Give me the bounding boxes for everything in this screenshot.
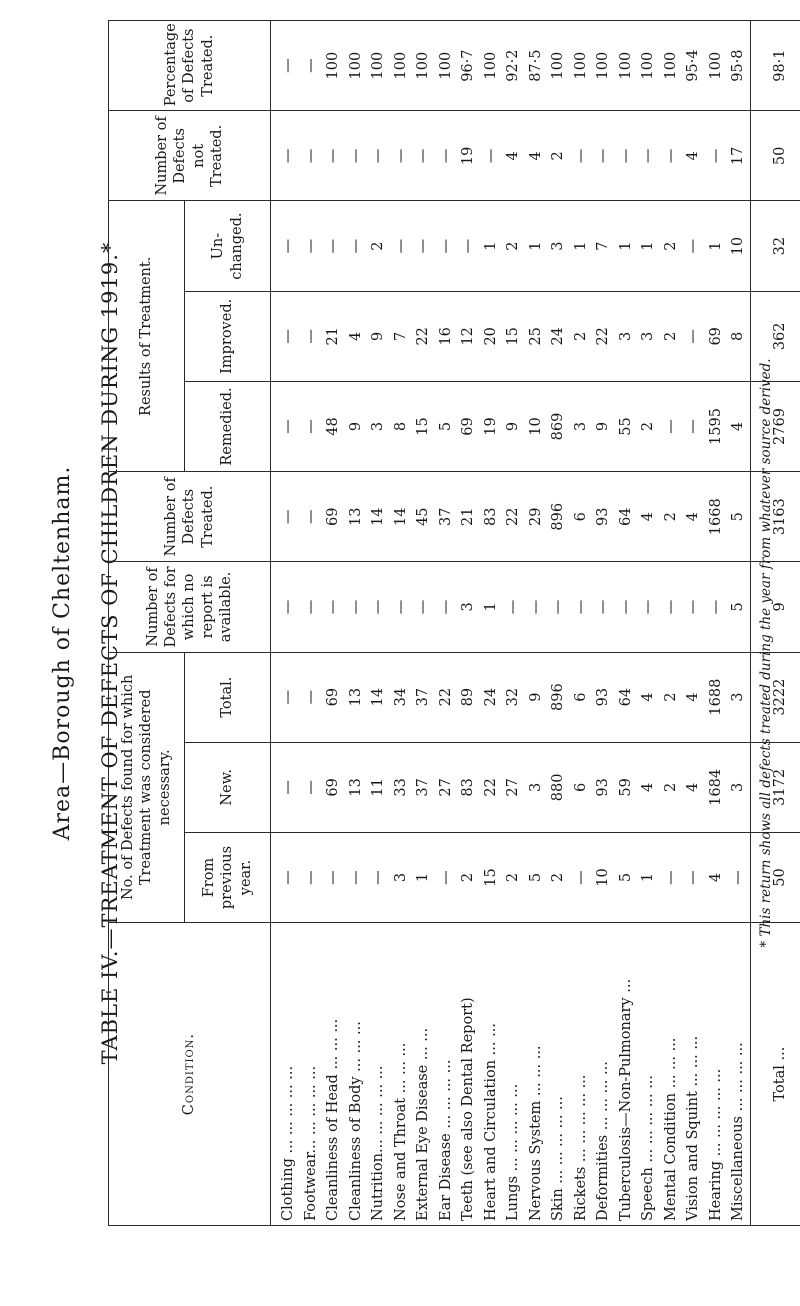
condition-value: Vision and Squint ... ... ... [685,1035,701,1221]
total-total: 3222 [750,652,800,742]
from-previous-value: — [302,870,319,885]
total-row-label: Total ... [750,923,800,1226]
not-treated-value: 4 [505,151,521,161]
new-value: 33 [392,778,409,797]
total-value: 1688 [707,678,724,716]
not-treated-value: — [595,148,611,164]
treated-value: 5 [730,512,746,522]
improved-value: 7 [392,331,409,341]
improved-value: 8 [730,331,746,341]
not-treated-value: — [617,148,634,164]
unchanged-value: — [392,238,409,254]
no-report-value: 3 [460,602,476,612]
treated-value: 1668 [707,498,724,536]
unchanged-value: — [415,238,431,254]
unchanged-value: — [460,238,476,254]
percentage-list [277,25,750,106]
unchanged-value: 1 [527,241,544,251]
new-value: 6 [572,782,589,792]
new-value: 880 [550,773,566,802]
not-treated-value: 2 [550,151,566,161]
new-value: 37 [415,778,431,797]
total-value: — [280,689,296,705]
condition-value: Nutrition... ... ... ... ... [370,1065,386,1221]
improved-value: 22 [595,327,611,346]
treated-value: 21 [460,507,476,526]
from-previous-header: From previous year. [185,832,271,922]
not-treated-value: 19 [460,146,476,166]
improved-value: 2 [572,331,589,341]
not-treated-value: — [572,148,589,164]
total-improved: 362 [750,291,800,381]
results-header: Results of Treatment. [109,201,185,472]
condition-value: Nose and Throat ... ... ... [392,1042,409,1221]
total-value: 896 [550,683,566,711]
no-report-value: — [302,599,319,615]
unchanged-value: 1 [640,241,656,251]
improved-value: 24 [550,327,566,346]
not-treated-value: — [302,148,319,164]
remedied-value: 15 [415,417,431,436]
total-value: 14 [370,687,386,707]
total-from-previous: 50 [750,832,800,922]
no-report-value: — [415,599,431,615]
improved-value: 4 [347,331,364,341]
no-report-value: — [640,599,656,615]
treated-value: 29 [527,507,544,526]
not-treated-value: — [280,148,296,164]
total-remedied: 2769 [750,381,800,471]
no-report-value: — [280,599,296,615]
total-value: 13 [347,687,364,707]
percentage-value: 95·4 [685,49,701,82]
total-list [277,657,750,738]
remedied-value: 1595 [707,408,724,445]
condition-value: Nervous System ... ... ... [527,1045,544,1221]
remedied-value: 9 [595,421,611,432]
no-report-value: — [685,599,701,615]
percentage-value: 96·7 [460,49,476,82]
unchanged-value: 3 [550,241,566,251]
total-value: 37 [415,687,431,707]
no-report-value: — [392,599,409,615]
percentage-value: 100 [640,51,656,80]
condition-cell [271,923,751,1226]
new-value: 93 [595,778,611,797]
unchanged-value: 1 [482,241,499,251]
condition-value: Deformities ... ... ... ... [595,1061,611,1221]
from-previous-value: 2 [505,872,521,883]
from-previous-value: — [370,870,386,885]
treated-value: 22 [505,507,521,526]
improved-value: — [302,329,319,344]
table-body-row [271,21,751,1226]
condition-value: External Eye Disease ... ... [415,1027,431,1221]
no-report-header: Number of Defects for which no report is available. [109,562,271,652]
not-treated-value: — [482,148,499,164]
new-value: — [302,780,319,795]
remedied-value: 69 [460,417,476,436]
remedied-value: 869 [550,412,566,441]
condition-header: Condition. [109,923,271,1226]
unchanged-value: 1 [572,241,589,251]
percentage-value: 92·2 [505,49,521,82]
not-treated-value: — [707,148,724,164]
unchanged-value: 10 [730,236,746,256]
new-value: 13 [347,778,364,797]
treated-value: 93 [595,507,611,526]
treated-value: 6 [572,512,589,522]
improved-value: 15 [505,327,521,346]
new-value: 1684 [707,768,724,806]
percentage-value: 100 [325,51,341,80]
not-treated-value: 4 [527,151,544,161]
unchanged-value: — [325,238,341,254]
new-value: 69 [325,778,341,797]
not-treated-cell [271,111,751,201]
new-value: 4 [685,782,701,792]
remedied-value: 9 [347,421,364,432]
no-report-value: — [707,599,724,615]
no-report-value: — [347,599,364,615]
unchanged-value: 1 [617,241,634,251]
not-treated-value: — [415,148,431,164]
remedied-header: Remedied. [185,381,271,471]
no-report-value: — [572,599,589,615]
condition-value: Cleanliness of Body ... ... ... [347,1021,364,1221]
total-value: 9 [527,692,544,702]
table-title: TABLE IV.—TREATMENT OF DEFECTS OF CHILDREN DURING 1919.* [98,241,122,1065]
from-previous-value: 10 [595,868,611,887]
new-cell [271,742,751,832]
improved-value: 2 [662,331,679,341]
improved-value: 25 [527,327,544,346]
no-report-cell [271,562,751,652]
total-value: — [302,689,319,705]
from-previous-value: 5 [617,872,634,883]
improved-value: 69 [707,327,724,346]
unchanged-value: — [280,238,296,254]
remedied-value: — [685,419,701,434]
total-percentage: 98·1 [750,21,800,111]
improved-value: 9 [370,331,386,341]
remedied-value: 3 [370,421,386,432]
new-value: 59 [617,778,634,797]
percentage-value: 100 [572,51,589,80]
treated-value: 2 [662,512,679,522]
percentage-value: 87·5 [527,49,544,82]
from-previous-value: — [662,870,679,885]
condition-value: Teeth (see also Dental Report) [460,997,476,1221]
from-previous-value: 5 [527,872,544,883]
remedied-value: 9 [505,421,521,432]
total-treated: 3163 [750,472,800,562]
unchanged-list [277,205,750,286]
unchanged-value: — [685,238,701,254]
total-value: 2 [662,692,679,702]
total-value: 32 [505,687,521,707]
treated-value: 64 [617,507,634,526]
total-value: 22 [437,687,454,707]
no-report-list [277,566,750,647]
treated-value: — [280,509,296,524]
no-report-value: — [662,599,679,615]
treated-value: 37 [437,507,454,526]
from-previous-value: 4 [707,872,724,883]
improved-header: Improved. [185,291,271,381]
percentage-value: 100 [662,51,679,80]
no-report-value: — [550,599,566,615]
area-line: Area—Borough of Cheltenham. [50,465,75,841]
improved-value: 3 [617,331,634,341]
total-value: 6 [572,692,589,702]
unchanged-value: 2 [505,241,521,251]
condition-value: Rickets ... ... ... ... ... [572,1074,589,1221]
total-value: 64 [617,687,634,707]
remedied-value: 4 [730,421,746,432]
treated-header: Number of Defects Treated. [109,472,271,562]
total-new: 3172 [750,742,800,832]
total-no-report: 9 [750,562,800,652]
unchanged-value: 7 [595,241,611,251]
improved-value: — [280,329,296,344]
treated-cell [271,472,751,562]
percentage-value: 100 [437,51,454,80]
defects-found-header: No. of Defects found for which Treatment was considered necessary. [109,652,185,923]
not-treated-list [277,115,750,196]
new-value: 27 [437,778,454,797]
from-previous-value: — [572,870,589,885]
no-report-value: — [527,599,544,615]
from-previous-value: 15 [482,868,499,887]
remedied-value: 8 [392,421,409,432]
no-report-value: — [437,599,454,615]
no-report-value: — [325,599,341,615]
condition-value: Miscellaneous ... ... ... ... [730,1042,746,1221]
remedied-value: — [662,419,679,434]
from-previous-value: 3 [392,872,409,883]
no-report-value: 1 [482,602,499,612]
treated-value: 45 [415,507,431,526]
improved-value: 20 [482,327,499,346]
not-treated-value: — [325,148,341,164]
from-previous-value: — [347,870,364,885]
footnote-wrapper [748,0,788,1306]
new-value: 3 [527,782,544,792]
total-not-treated: 50 [750,111,800,201]
total-unchanged: 32 [750,201,800,291]
total-value: 4 [640,692,656,702]
no-report-value: — [370,599,386,615]
new-value: 3 [730,782,746,792]
treated-value: 4 [685,512,701,522]
from-previous-value: 2 [550,872,566,883]
from-previous-value: — [685,870,701,885]
remedied-value: 19 [482,417,499,436]
from-previous-value: 1 [415,872,431,883]
not-treated-value: 4 [685,151,701,161]
new-header: New. [185,742,271,832]
unchanged-header: Un-changed. [185,201,271,291]
new-value: — [280,780,296,795]
new-value: 27 [505,778,521,797]
percentage-value: 100 [392,51,409,80]
treated-value: 69 [325,507,341,526]
percentage-value: 100 [707,51,724,80]
percentage-value: 95·8 [730,49,746,82]
unchanged-value: 1 [707,241,724,251]
improved-value: 16 [437,327,454,346]
total-value: 24 [482,687,499,707]
total-value: 4 [685,692,701,702]
footnote: * This return shows all defects treated during the year from whatever source derived. [758,358,774,948]
remedied-cell [271,381,751,471]
treated-value: 14 [392,507,409,526]
not-treated-value: — [640,148,656,164]
unchanged-cell [271,201,751,291]
no-report-value: — [505,599,521,615]
no-report-value: 5 [730,602,746,612]
total-value: 93 [595,687,611,707]
improved-value: 12 [460,327,476,346]
unchanged-value: — [437,238,454,254]
remedied-value: 2 [640,421,656,432]
condition-value: Lungs ... ... ... ... ... [505,1083,521,1221]
unchanged-value: — [302,238,319,254]
percentage-value: 100 [595,51,611,80]
treated-value: 896 [550,502,566,531]
treated-value: 14 [370,507,386,526]
from-previous-value: — [437,870,454,885]
total-header: Total. [185,652,271,742]
treated-value: — [302,509,319,524]
improved-cell [271,291,751,381]
remedied-value: 3 [572,421,589,432]
improved-list [277,296,750,377]
improved-value: 22 [415,327,431,346]
not-treated-value: — [370,148,386,164]
condition-value: Skin ... ... ... ... ... [550,1096,566,1221]
condition-value: Ear Disease ... ... ... ... [437,1059,454,1221]
percentage-value: 100 [347,51,364,80]
total-value: 3 [730,692,746,702]
improved-value: 3 [640,331,656,341]
condition-value: Cleanliness of Head ... ... ... [325,1018,341,1221]
percentage-value: 100 [482,51,499,80]
new-value: 2 [662,782,679,792]
not-treated-value: — [662,148,679,164]
percentage-value: 100 [617,51,634,80]
total-value: 69 [325,687,341,707]
condition-value: Clothing ... ... ... ... ... [280,1065,296,1221]
percentage-value: 100 [415,51,431,80]
remedied-value: — [280,419,296,434]
not-treated-value: 17 [730,146,746,166]
not-treated-value: — [347,148,364,164]
condition-value: Heart and Circulation ... ... [482,1023,499,1221]
percentage-value: 100 [550,51,566,80]
from-previous-list [277,837,750,918]
percentage-value: — [280,58,296,73]
condition-value: Tuberculosis—Non-Pulmonary ... [617,978,634,1221]
unchanged-value: 2 [370,241,386,251]
remedied-value: — [302,419,319,434]
treated-value: 83 [482,507,499,526]
remedied-value: 5 [437,421,454,432]
new-value: 11 [370,778,386,797]
new-value: 22 [482,778,499,797]
from-previous-value: — [325,870,341,885]
condition-value: Footwear... ... ... ... ... [302,1065,319,1221]
from-previous-value: — [730,870,746,885]
condition-value: Hearing ... ... ... ... ... [707,1068,724,1221]
no-report-value: — [595,599,611,615]
remedied-list [277,386,750,467]
condition-value: Speech ... ... ... ... ... [640,1074,656,1221]
new-value: 83 [460,778,476,797]
condition-list [277,927,750,1221]
percentage-value: — [302,58,319,73]
percentage-cell [271,21,751,111]
remedied-value: 10 [527,417,544,436]
total-cell [271,652,751,742]
remedied-value: 48 [325,417,341,436]
unchanged-value: 2 [662,241,679,251]
treated-list [277,476,750,557]
treated-value: 13 [347,507,364,526]
from-previous-cell [271,832,751,922]
treated-value: 4 [640,512,656,522]
from-previous-value: — [280,870,296,885]
treatment-table [108,20,800,1226]
no-report-value: — [617,599,634,615]
not-treated-value: — [392,148,409,164]
percentage-header: Percentage of Defects Treated. [109,21,271,111]
total-value: 34 [392,687,409,707]
percentage-value: 100 [370,51,386,80]
from-previous-value: 1 [640,872,656,883]
improved-value: — [685,329,701,344]
new-value: 4 [640,782,656,792]
condition-value: Mental Condition ... ... ... [662,1037,679,1221]
unchanged-value: — [347,238,364,254]
from-previous-value: 2 [460,872,476,883]
new-list [277,747,750,828]
not-treated-value: — [437,148,454,164]
improved-value: 21 [325,327,341,346]
not-treated-header: Number of Defects not Treated. [109,111,271,201]
remedied-value: 55 [617,417,634,436]
total-value: 89 [460,687,476,707]
